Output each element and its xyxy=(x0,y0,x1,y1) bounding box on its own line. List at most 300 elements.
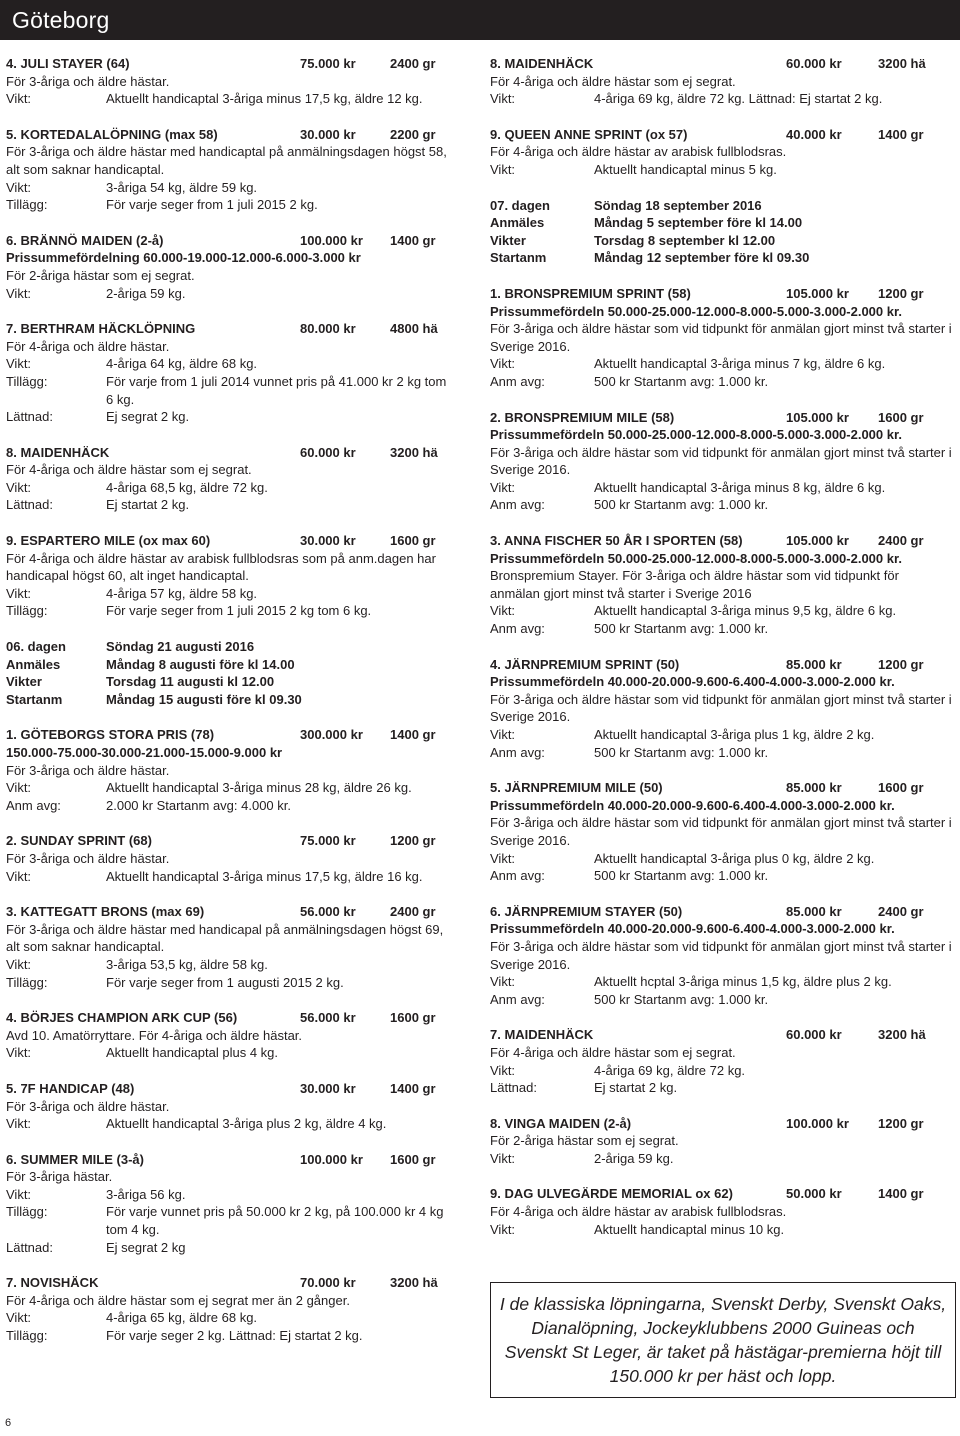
race-field xyxy=(6,868,456,886)
race-entry xyxy=(490,55,952,108)
race-entry xyxy=(6,444,456,514)
race-conditions: För 3-åriga och äldre hästar. xyxy=(6,1098,170,1114)
race-conditions: För 4-åriga och äldre hästar som ej segrat. xyxy=(490,73,736,89)
race-list xyxy=(6,55,456,620)
field-value: 4-åriga 69 kg, äldre 72 kg. Lättnad: Ej startat 2 kg. xyxy=(594,91,883,107)
field-value: 4-åriga 64 kg, äldre 68 kg. xyxy=(106,356,258,372)
field-label: Vikt: xyxy=(490,727,516,742)
field-value: Aktuellt handicaptal 3-åriga plus 0 kg, äldre 2 kg. xyxy=(594,850,875,866)
day-value: Måndag 8 augusti före kl 14.00 xyxy=(106,656,295,672)
race-prize: 85.000 kr xyxy=(786,656,842,672)
race-entry xyxy=(6,232,456,302)
race-conditions: För 4-åriga och äldre hästar av arabisk fullblodsras. xyxy=(490,144,787,160)
field-value: 3-åriga 54 kg, äldre 59 kg. xyxy=(106,179,258,195)
field-value: 4-åriga 57 kg, äldre 58 kg. xyxy=(106,585,258,601)
race-name: 4. JÄRNPREMIUM SPRINT (50) xyxy=(490,656,680,672)
race-prize: 300.000 kr xyxy=(300,727,363,743)
race-name: 9. QUEEN ANNE SPRINT (ox 57) xyxy=(490,126,688,142)
race-field xyxy=(6,1186,456,1204)
race-conditions: För 3-åriga och äldre hästar. xyxy=(6,762,170,778)
race-name: 2. SUNDAY SPRINT (68) xyxy=(6,833,152,849)
day-label: Anmäles xyxy=(490,215,545,231)
field-label: Tillägg: xyxy=(6,197,48,213)
field-label: Lättnad: xyxy=(6,1239,53,1255)
race-distance: 1400 gr xyxy=(878,126,924,142)
race-distance: 1400 gr xyxy=(390,727,436,743)
field-value: Aktuellt handicaptal minus 10 kg. xyxy=(594,1221,785,1237)
day-label: Startanm xyxy=(490,250,547,266)
race-entry xyxy=(6,1009,456,1062)
field-label: Vikt: xyxy=(490,974,516,990)
field-value: Aktuellt handicaptal 3-åriga minus 17,5 kg, äldre 16 kg. xyxy=(106,868,423,884)
race-name: 8. MAIDENHÄCK xyxy=(490,56,594,71)
race-name: 4. JULI STAYER (64) xyxy=(6,56,130,71)
field-label: Vikt: xyxy=(490,603,516,619)
race-entry xyxy=(490,903,952,1009)
race-field xyxy=(6,355,456,373)
race-list xyxy=(6,726,456,1344)
day-value: Torsdag 8 september kl 12.00 xyxy=(594,232,776,248)
field-value: 500 kr Startanm avg: 1.000 kr. xyxy=(594,744,769,760)
race-distance: 1200 gr xyxy=(390,833,436,849)
race-distance: 1200 gr xyxy=(878,656,924,672)
race-title-row xyxy=(490,55,952,73)
race-entry xyxy=(490,779,952,885)
field-value: Aktuellt handicaptal plus 4 kg. xyxy=(106,1045,278,1061)
race-name: 9. ESPARTERO MILE (ox max 60) xyxy=(6,533,211,549)
field-label: Anm avg: xyxy=(490,868,545,884)
race-field xyxy=(490,744,952,762)
race-title-row xyxy=(6,232,456,250)
prize-distribution: Prissummefördeln 50.000-25.000-12.000-8.000-5.000-3.000-2.000 kr. xyxy=(490,303,902,319)
field-label: Anm avg: xyxy=(6,797,61,813)
day-value: Söndag 21 augusti 2016 xyxy=(106,639,255,655)
day-value: Måndag 12 september före kl 09.30 xyxy=(594,250,810,266)
left-column xyxy=(6,55,456,1363)
race-distance: 1200 gr xyxy=(878,1115,924,1131)
race-conditions: För 4-åriga och äldre hästar. xyxy=(6,338,170,354)
race-name: 7. BERTHRAM HÄCKLÖPNING xyxy=(6,321,196,337)
field-value: 500 kr Startanm avg: 1.000 kr. xyxy=(594,868,769,884)
race-conditions: För 3-åriga och äldre hästar som vid tidpunkt för anmälan gjort minst två starter i Sverige 2016. xyxy=(490,321,952,354)
field-value: Aktuellt hcptal 3-åriga minus 1,5 kg, äldre plus 2 kg. xyxy=(594,974,892,990)
field-label: Vikt: xyxy=(6,479,32,495)
field-value: Aktuellt handicaptal minus 5 kg. xyxy=(594,161,777,177)
field-value: För varje seger from 1 juli 2015 2 kg. xyxy=(106,197,318,213)
field-value: Aktuellt handicaptal 3-åriga minus 28 kg, äldre 26 kg. xyxy=(106,780,412,796)
race-name: 6. JÄRNPREMIUM STAYER (50) xyxy=(490,903,683,919)
day-label: 06. dagen xyxy=(6,639,66,655)
race-entry xyxy=(490,1026,952,1096)
race-field xyxy=(6,408,456,426)
race-conditions: För 3-åriga och äldre hästar som vid tidpunkt för anmälan gjort minst två starter i Sverige 2016. xyxy=(490,815,952,848)
race-title-row xyxy=(490,409,952,427)
race-name: 6. BRÄNNÖ MAIDEN (2-å) xyxy=(6,232,164,248)
day-row xyxy=(490,249,952,267)
page-number: 6 xyxy=(5,1417,12,1429)
race-prize: 100.000 kr xyxy=(300,232,363,248)
day-label: Vikter xyxy=(490,232,526,248)
race-field xyxy=(6,1115,456,1133)
race-field xyxy=(6,974,456,992)
race-field xyxy=(490,991,952,1009)
race-conditions: För 3-åriga och äldre hästar som vid tidpunkt för anmälan gjort minst två starter i Sverige 2016. xyxy=(490,691,952,725)
race-field xyxy=(490,373,952,391)
field-label: Tillägg: xyxy=(6,974,48,990)
race-conditions: För 4-åriga och äldre hästar av arabisk fullblodsras som på anm.dagen har handicapal högst 60, alt inget handicaptal. xyxy=(6,550,436,584)
page-title: Göteborg xyxy=(12,7,110,33)
race-title-row xyxy=(6,1009,456,1027)
race-entry xyxy=(490,532,952,638)
race-distance: 2200 gr xyxy=(390,126,436,142)
field-label: Vikt: xyxy=(6,91,32,107)
race-distance: 4800 hä xyxy=(390,321,438,337)
race-distance: 1600 gr xyxy=(390,533,436,549)
race-prize: 100.000 kr xyxy=(786,1115,849,1131)
field-label: Vikt: xyxy=(6,780,32,796)
race-distance: 1200 gr xyxy=(878,285,924,301)
race-conditions: För 3-åriga och äldre hästar som vid tidpunkt för anmälan gjort minst två starter i Sverige 2016. xyxy=(490,938,952,972)
field-value: 4-åriga 68,5 kg, äldre 72 kg. xyxy=(106,479,268,495)
race-field xyxy=(490,161,952,179)
race-field xyxy=(490,479,952,497)
day-value: Måndag 15 augusti före kl 09.30 xyxy=(106,691,302,707)
field-label: Vikt: xyxy=(6,1116,32,1132)
race-title-row xyxy=(6,832,456,850)
race-entry xyxy=(490,285,952,391)
field-label: Tillägg: xyxy=(6,373,48,389)
prize-distribution: Prissummefördeln 40.000-20.000-9.600-6.400-4.000-3.000-2.000 kr. xyxy=(490,797,895,813)
race-prize: 60.000 kr xyxy=(300,444,356,460)
field-label: Tillägg: xyxy=(6,1328,48,1344)
field-value: Ej segrat 2 kg xyxy=(106,1239,186,1255)
race-field xyxy=(6,1044,456,1062)
race-distance: 1400 gr xyxy=(390,1080,436,1096)
day-row xyxy=(490,197,952,215)
field-value: Aktuellt handicaptal 3-åriga minus 7 kg, äldre 6 kg. xyxy=(594,356,886,372)
race-prize: 75.000 kr xyxy=(300,56,356,71)
field-label: Vikt: xyxy=(6,1310,32,1326)
race-field xyxy=(6,1327,456,1345)
day-row xyxy=(6,656,456,674)
race-name: 3. ANNA FISCHER 50 ÅR I SPORTEN (58) xyxy=(490,533,743,549)
race-title-row xyxy=(6,726,456,744)
race-field xyxy=(6,285,456,303)
race-field xyxy=(6,602,456,620)
race-conditions: För 3-åriga och äldre hästar med handicaptal på anmälningsdagen högst 58, alt som saknar handicaptal. xyxy=(6,144,447,177)
field-value: För varje from 1 juli 2014 vunnet pris på 41.000 kr 2 kg tom 6 kg. xyxy=(106,373,447,407)
race-title-row xyxy=(490,903,952,921)
field-label: Vikt: xyxy=(6,285,32,301)
race-day-info xyxy=(490,197,952,267)
race-distance: 2400 gr xyxy=(390,56,436,71)
day-value: Måndag 5 september före kl 14.00 xyxy=(594,215,803,231)
field-value: 2-åriga 59 kg. xyxy=(594,1150,674,1166)
field-value: 4-åriga 65 kg, äldre 68 kg. xyxy=(106,1310,258,1326)
field-value: För varje seger from 1 juli 2015 2 kg tom 6 kg. xyxy=(106,603,372,619)
race-name: 1. BRONSPREMIUM SPRINT (58) xyxy=(490,285,691,301)
field-value: Aktuellt handicaptal 3-åriga plus 2 kg, äldre 4 kg. xyxy=(106,1116,387,1132)
race-prize: 30.000 kr xyxy=(300,1080,356,1096)
race-entry xyxy=(490,656,952,762)
field-value: 4-åriga 69 kg, äldre 72 kg. xyxy=(594,1062,746,1078)
race-field xyxy=(6,496,456,514)
race-entry xyxy=(490,1115,952,1168)
field-label: Anm avg: xyxy=(490,497,545,513)
day-row xyxy=(6,691,456,709)
day-row xyxy=(6,673,456,691)
race-title-row xyxy=(6,532,456,550)
race-field xyxy=(6,90,456,108)
race-title-row xyxy=(6,903,456,921)
field-label: Anm avg: xyxy=(490,373,545,389)
race-title-row xyxy=(490,1026,952,1044)
race-prize: 100.000 kr xyxy=(300,1151,363,1167)
race-title-row xyxy=(490,656,952,674)
page-header xyxy=(0,0,960,40)
race-field xyxy=(490,1079,952,1097)
field-label: Vikt: xyxy=(490,161,516,177)
race-prize: 40.000 kr xyxy=(786,126,842,142)
race-title-row xyxy=(490,285,952,303)
race-field xyxy=(490,973,952,991)
race-entry xyxy=(490,126,952,179)
race-distance: 2400 gr xyxy=(878,903,924,919)
race-name: 5. JÄRNPREMIUM MILE (50) xyxy=(490,780,663,796)
field-value: 500 kr Startanm avg: 1.000 kr. xyxy=(594,991,769,1007)
race-conditions: För 4-åriga och äldre hästar som ej segrat mer än 2 gånger. xyxy=(6,1292,350,1308)
race-conditions: För 2-åriga hästar som ej segrat. xyxy=(490,1133,679,1149)
field-value: Aktuellt handicaptal 3-åriga minus 9,5 kg, äldre 6 kg. xyxy=(594,603,897,619)
race-distance: 1600 gr xyxy=(878,409,924,425)
field-label: Vikt: xyxy=(490,91,516,107)
field-value: 500 kr Startanm avg: 1.000 kr. xyxy=(594,373,769,389)
race-field xyxy=(490,355,952,373)
field-value: För varje vunnet pris på 50.000 kr 2 kg, på 100.000 kr 4 kg tom 4 kg. xyxy=(106,1204,444,1238)
field-value: Aktuellt handicaptal 3-åriga minus 8 kg, äldre 6 kg. xyxy=(594,479,886,495)
race-title-row xyxy=(6,1080,456,1098)
race-distance: 1400 gr xyxy=(878,1186,924,1202)
prize-distribution: Prissummefördeln 50.000-25.000-12.000-8.000-5.000-3.000-2.000 kr. xyxy=(490,550,902,566)
race-title-row xyxy=(490,779,952,797)
race-entry xyxy=(6,126,456,214)
race-name: 8. MAIDENHÄCK xyxy=(6,444,110,460)
field-label: Tillägg: xyxy=(6,603,48,619)
race-prize: 105.000 kr xyxy=(786,285,849,301)
race-distance: 1600 gr xyxy=(390,1151,436,1167)
race-field xyxy=(6,196,456,214)
race-title-row xyxy=(6,55,456,73)
day-label: 07. dagen xyxy=(490,197,550,213)
prize-distribution: Prissummefördeln 40.000-20.000-9.600-6.400-4.000-3.000-2.000 kr. xyxy=(490,674,895,690)
field-label: Anm avg: xyxy=(490,621,545,637)
race-entry xyxy=(6,1080,456,1133)
info-box xyxy=(490,1282,956,1398)
race-name: 9. DAG ULVEGÄRDE MEMORIAL ox 62) xyxy=(490,1186,733,1202)
field-value: 2.000 kr Startanm avg: 4.000 kr. xyxy=(106,797,291,813)
day-value: Torsdag 11 augusti kl 12.00 xyxy=(106,674,275,690)
race-name: 6. SUMMER MILE (3-å) xyxy=(6,1151,144,1167)
field-value: Ej startat 2 kg. xyxy=(594,1080,678,1096)
field-label: Vikt: xyxy=(6,356,32,372)
day-row xyxy=(6,638,456,656)
race-entry xyxy=(6,726,456,814)
race-name: 8. VINGA MAIDEN (2-å) xyxy=(490,1115,632,1131)
right-column xyxy=(490,55,952,1256)
day-label: Vikter xyxy=(6,674,42,690)
field-value: För varje seger from 1 augusti 2015 2 kg. xyxy=(106,974,344,990)
race-field xyxy=(490,726,952,744)
race-entry xyxy=(490,409,952,515)
race-title-row xyxy=(6,1274,456,1292)
field-value: 3-åriga 56 kg. xyxy=(106,1186,186,1202)
race-name: 7. MAIDENHÄCK xyxy=(490,1027,594,1043)
race-field xyxy=(490,602,952,620)
race-field xyxy=(490,1062,952,1080)
field-label: Vikt: xyxy=(490,850,516,866)
race-entry xyxy=(490,1185,952,1238)
race-conditions: För 3-åriga och äldre hästar med handicapal på anmälningsdagen högst 69, alt som saknar handicaptal. xyxy=(6,921,444,955)
race-distance: 2400 gr xyxy=(878,533,924,549)
race-conditions: För 3-åriga och äldre hästar. xyxy=(6,850,170,866)
prize-distribution: Prissummefördeln 40.000-20.000-9.600-6.400-4.000-3.000-2.000 kr. xyxy=(490,921,895,937)
field-label: Vikt: xyxy=(6,956,32,972)
race-entry xyxy=(6,903,456,991)
race-prize: 50.000 kr xyxy=(786,1186,842,1202)
race-name: 1. GÖTEBORGS STORA PRIS (78) xyxy=(6,727,215,743)
race-conditions: Bronspremium Stayer. För 3-åriga och äldre hästar som vid tidpunkt för anmälan gjort minst två starter i Sverige 2016 xyxy=(490,568,899,601)
race-entry xyxy=(6,320,456,426)
race-prize: 105.000 kr xyxy=(786,409,849,425)
race-prize: 30.000 kr xyxy=(300,126,356,142)
field-label: Vikt: xyxy=(490,1150,516,1166)
prize-distribution: Prissummefördeln 50.000-25.000-12.000-8.000-5.000-3.000-2.000 kr. xyxy=(490,427,902,443)
race-title-row xyxy=(6,126,456,144)
race-field xyxy=(6,1203,456,1238)
race-entry xyxy=(6,532,456,620)
field-value: Ej segrat 2 kg. xyxy=(106,409,190,425)
race-distance: 3200 hä xyxy=(878,56,926,71)
race-name: 4. BÖRJES CHAMPION ARK CUP (56) xyxy=(6,1010,238,1026)
race-distance: 1400 gr xyxy=(390,232,436,248)
race-distance: 1600 gr xyxy=(878,780,924,796)
field-label: Lättnad: xyxy=(490,1080,537,1096)
race-title-row xyxy=(490,126,952,144)
race-distance: 3200 hä xyxy=(390,444,438,460)
race-field xyxy=(490,1221,952,1239)
race-field xyxy=(490,620,952,638)
race-field xyxy=(490,496,952,514)
race-entry xyxy=(6,1274,456,1344)
field-value: Aktuellt handicaptal 3-åriga plus 1 kg, äldre 2 kg. xyxy=(594,727,875,742)
field-label: Lättnad: xyxy=(6,497,53,513)
race-day-info xyxy=(6,638,456,708)
race-conditions: För 4-åriga och äldre hästar av arabisk fullblodsras. xyxy=(490,1204,787,1220)
race-prize: 85.000 kr xyxy=(786,903,842,919)
race-prize: 75.000 kr xyxy=(300,833,356,849)
race-name: 5. 7F HANDICAP (48) xyxy=(6,1080,135,1096)
race-entry xyxy=(6,832,456,885)
race-field xyxy=(6,1309,456,1327)
race-field xyxy=(6,585,456,603)
race-prize: 70.000 kr xyxy=(300,1275,356,1291)
race-conditions: För 4-åriga och äldre hästar som ej segrat. xyxy=(6,462,252,478)
race-entry xyxy=(6,1151,456,1257)
race-prize: 56.000 kr xyxy=(300,1010,356,1026)
field-value: Aktuellt handicaptal 3-åriga minus 17,5 kg, äldre 12 kg. xyxy=(106,91,423,107)
race-conditions: För 3-åriga hästar. xyxy=(6,1169,113,1185)
field-value: 3-åriga 53,5 kg, äldre 58 kg. xyxy=(106,956,268,972)
field-label: Vikt: xyxy=(490,479,516,495)
field-label: Anm avg: xyxy=(490,744,545,760)
race-distance: 3200 hä xyxy=(878,1027,926,1043)
race-prize: 56.000 kr xyxy=(300,904,356,920)
field-label: Vikt: xyxy=(6,1186,32,1202)
race-field xyxy=(6,373,456,408)
field-value: 500 kr Startanm avg: 1.000 kr. xyxy=(594,497,769,513)
field-value: 2-åriga 59 kg. xyxy=(106,285,186,301)
field-value: 500 kr Startanm avg: 1.000 kr. xyxy=(594,621,769,637)
race-title-row xyxy=(6,320,456,338)
race-title-row xyxy=(490,1185,952,1203)
race-title-row xyxy=(6,444,456,462)
day-row xyxy=(490,232,952,250)
race-name: 2. BRONSPREMIUM MILE (58) xyxy=(490,409,675,425)
race-field xyxy=(6,479,456,497)
race-title-row xyxy=(490,532,952,550)
day-label: Startanm xyxy=(6,691,63,707)
prize-distribution: Prissummefördelning 60.000-19.000-12.000-6.000-3.000 kr xyxy=(6,250,361,266)
race-name: 3. KATTEGATT BRONS (max 69) xyxy=(6,904,205,920)
race-conditions: För 3-åriga och äldre hästar som vid tidpunkt för anmälan gjort minst två starter i Sverige 2016. xyxy=(490,444,952,478)
field-label: Vikt: xyxy=(6,1045,32,1061)
info-box-text: I de klassiska löpningarna, Svenskt Derby, Svenskt Oaks, Dianalöpning, Jockeyklubbens 2000 Guineas och Svenskt St Leger, är taket på hästägar-premierna höjt till 150.000 kr per häst och lopp. xyxy=(499,1294,947,1386)
prize-distribution: 150.000-75.000-30.000-21.000-15.000-9.000 kr xyxy=(6,745,283,760)
day-row xyxy=(490,214,952,232)
race-prize: 60.000 kr xyxy=(786,1027,842,1043)
field-label: Vikt: xyxy=(6,585,32,601)
race-title-row xyxy=(490,1115,952,1133)
race-distance: 3200 hä xyxy=(390,1275,438,1291)
race-prize: 30.000 kr xyxy=(300,533,356,549)
field-label: Vikt: xyxy=(6,179,32,195)
race-conditions: För 4-åriga och äldre hästar som ej segrat. xyxy=(490,1044,736,1060)
race-conditions: För 3-åriga och äldre hästar. xyxy=(6,73,170,89)
race-field xyxy=(490,850,952,868)
race-conditions: För 2-åriga hästar som ej segrat. xyxy=(6,267,195,283)
race-entry xyxy=(6,55,456,108)
race-name: 5. KORTEDALALÖPNING (max 58) xyxy=(6,126,218,142)
day-label: Anmäles xyxy=(6,656,61,672)
race-title-row xyxy=(6,1151,456,1169)
field-label: Vikt: xyxy=(490,356,516,372)
field-label: Lättnad: xyxy=(6,409,53,425)
race-field xyxy=(6,956,456,974)
race-conditions: Avd 10. Amatörryttare. För 4-åriga och äldre hästar. xyxy=(6,1027,303,1043)
race-field xyxy=(490,1150,952,1168)
race-list xyxy=(490,55,952,179)
field-label: Anm avg: xyxy=(490,991,545,1007)
field-label: Tillägg: xyxy=(6,1204,48,1220)
race-prize: 85.000 kr xyxy=(786,780,842,796)
race-field xyxy=(6,779,456,797)
field-value: För varje seger 2 kg. Lättnad: Ej startat 2 kg. xyxy=(106,1328,363,1344)
field-label: Vikt: xyxy=(490,1062,516,1078)
race-name: 7. NOVISHÄCK xyxy=(6,1275,99,1291)
race-field xyxy=(6,179,456,197)
race-prize: 80.000 kr xyxy=(300,321,356,337)
race-distance: 2400 gr xyxy=(390,904,436,920)
